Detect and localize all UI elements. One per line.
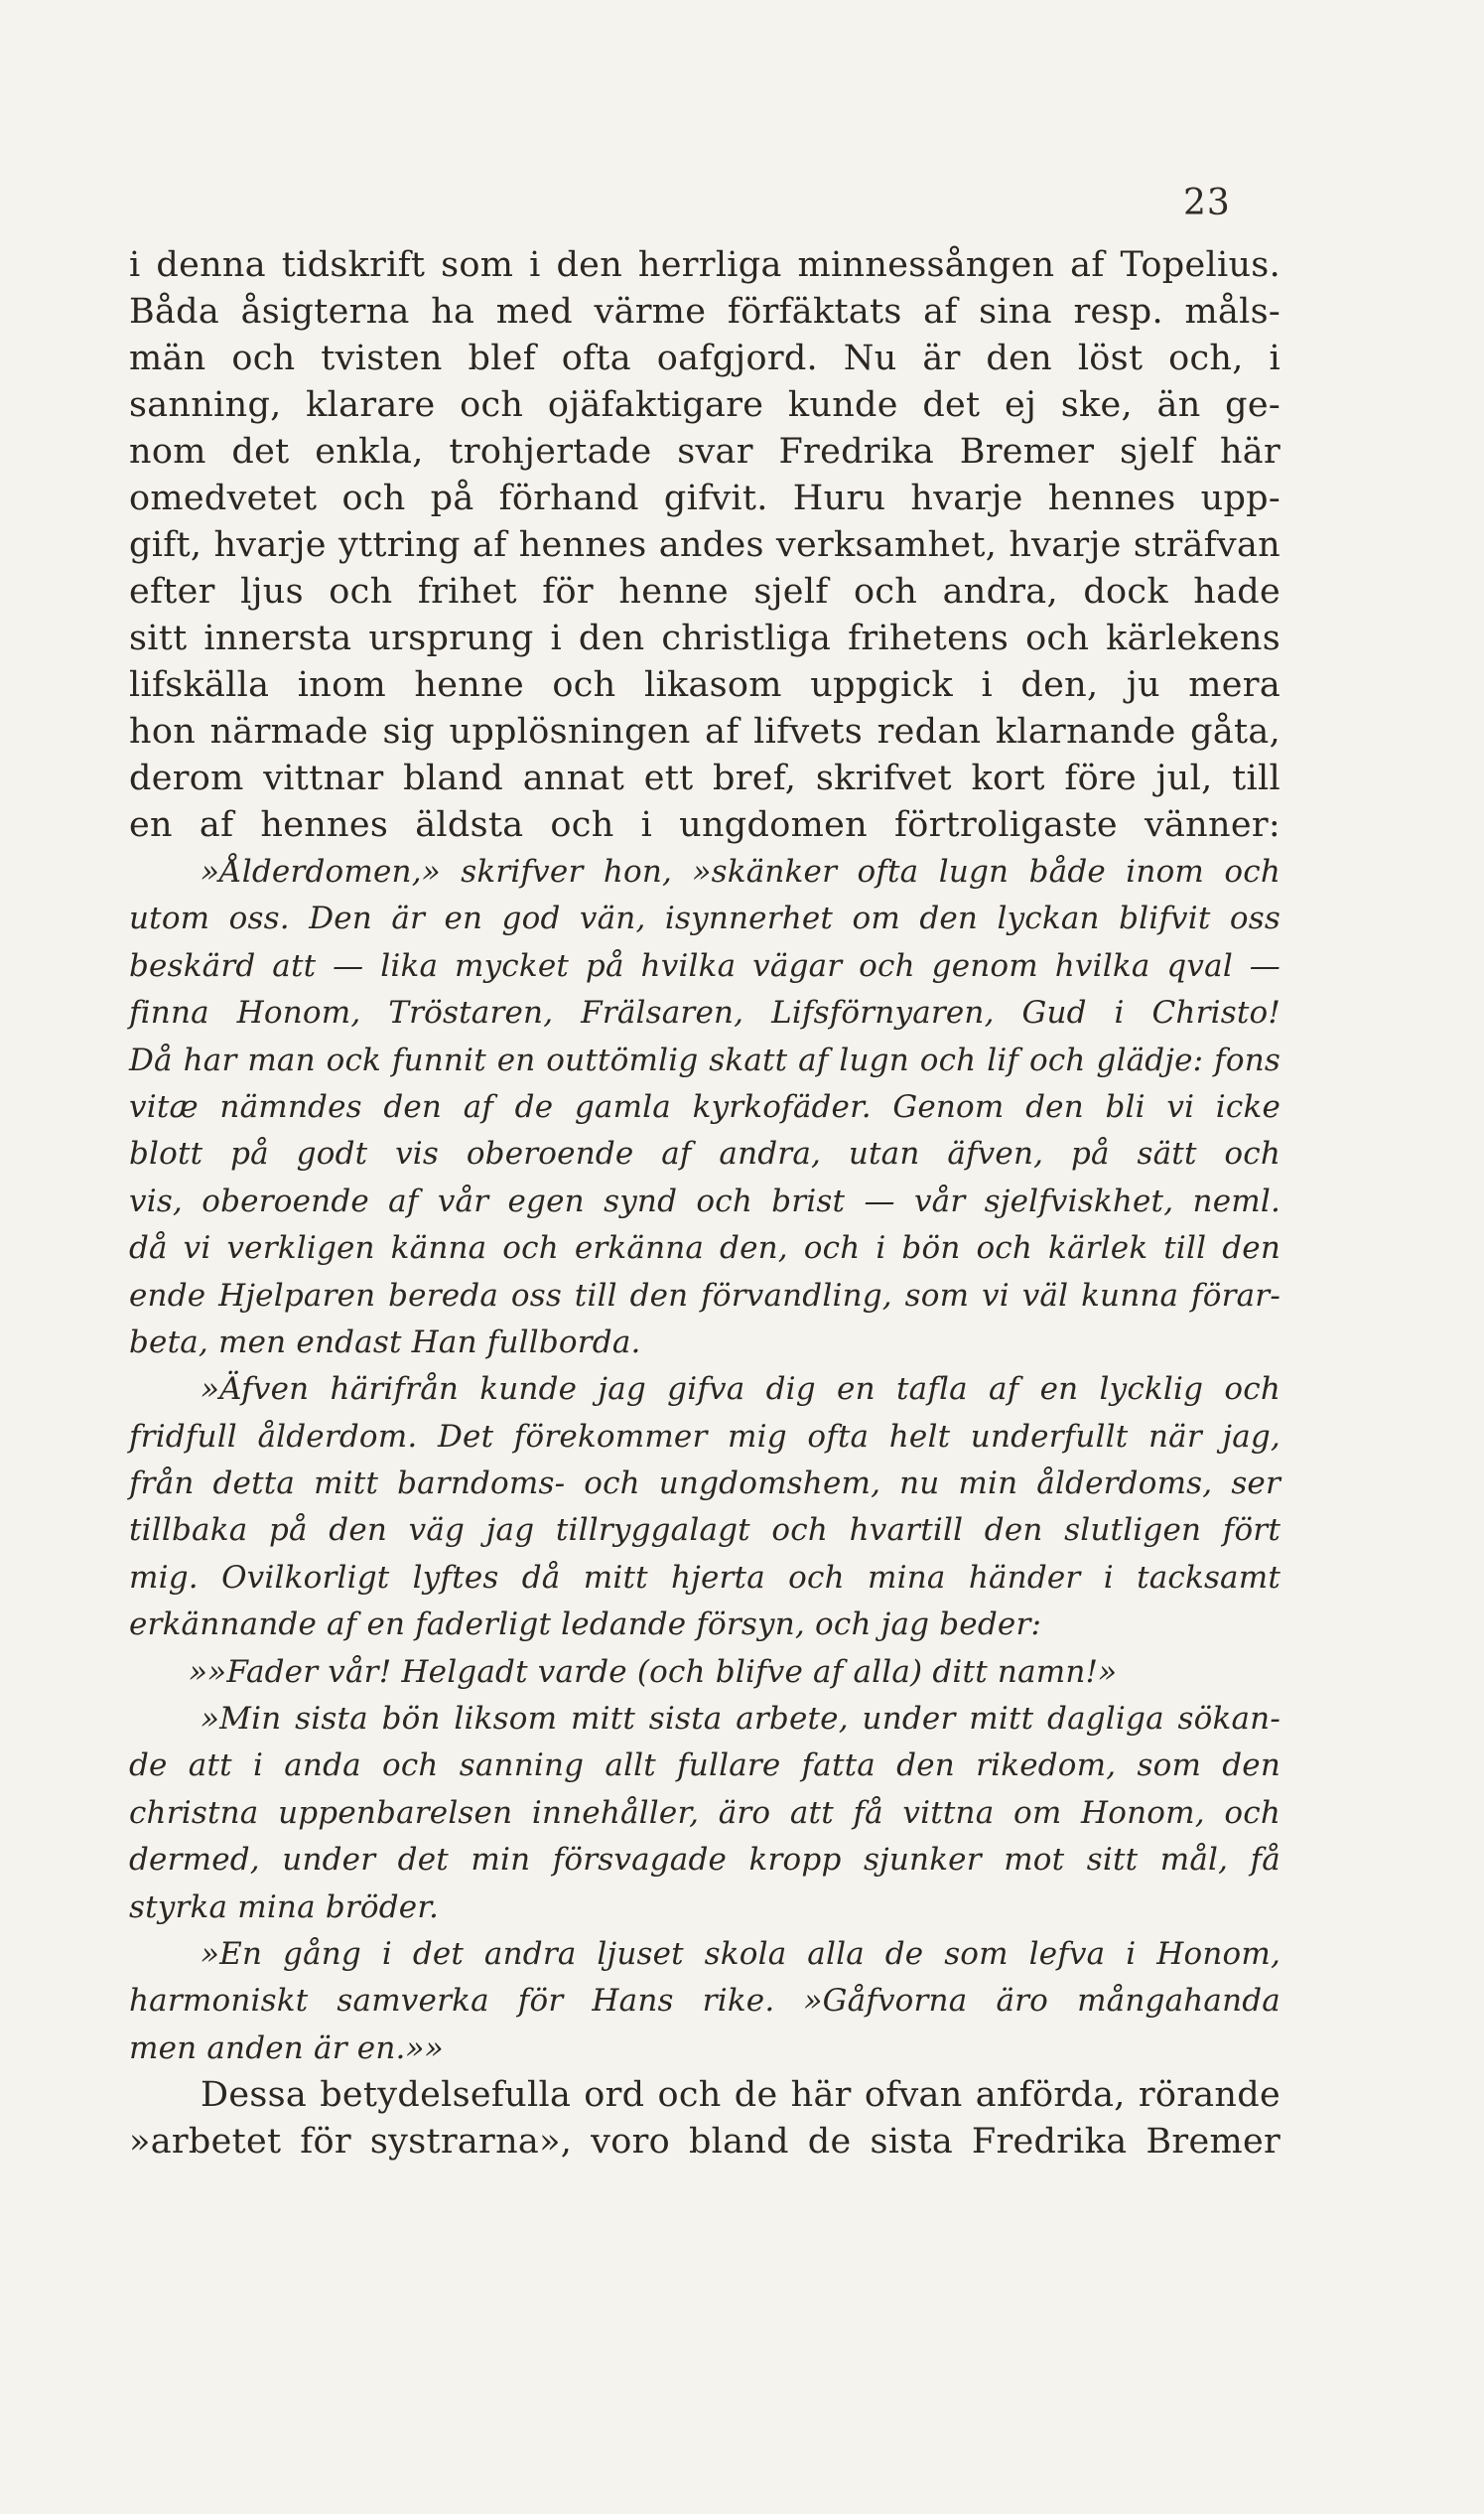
quote-line: »En gång i det andra ljuset skola alla de som lefva i Honom, xyxy=(201,1935,1281,1972)
text-line: en af hennes äldsta och i ungdomen förtroligaste vänner: xyxy=(129,805,1281,845)
quote-line: »Äfven härifrån kunde jag gifva dig en tafla af en lycklig och xyxy=(201,1371,1281,1408)
text-line: Dessa betydelsefulla ord och de här ofvan anförda, rörande xyxy=(201,2075,1281,2116)
text-line: sanning, klarare och ojäfaktigare kunde det ej ske, än ge- xyxy=(129,385,1281,425)
quote-paragraph-5 xyxy=(129,1931,1281,2072)
quote-line: tillbaka på den väg jag tillryggalagt och hvartill den slutligen fört xyxy=(129,1512,1281,1549)
quote-paragraph-1 xyxy=(129,849,1281,1366)
quote-line: vitæ nämndes den af de gamla kyrkofäder. Genom den bli vi icke xyxy=(129,1088,1281,1125)
quote-line: från detta mitt barndoms- och ungdomshem, nu min ålderdoms, ser xyxy=(129,1466,1281,1502)
quote-line: »Ålderdomen,» skrifver hon, »skänker ofta lugn både inom och xyxy=(201,854,1281,890)
quote-line: ende Hjelparen bereda oss till den förvandling, som vi väl kunna förar- xyxy=(129,1277,1281,1314)
quote-line: »»Fader vår! Helgadt varde (och blifve af alla) ditt namn!» xyxy=(189,1653,1118,1690)
text-line: omedvetet och på förhand gifvit. Huru hvarje hennes upp- xyxy=(129,479,1281,518)
text-line: i denna tidskrift som i den herrliga minnessången af Topelius. xyxy=(129,245,1281,285)
paragraph-2 xyxy=(129,2072,1281,2165)
quote-line: då vi verkligen känna och erkänna den, och i bön och kärlek till den xyxy=(129,1230,1281,1267)
quote-line: dermed, under det min försvagade kropp sjunker mot sitt mål, få xyxy=(129,1842,1281,1879)
text-line: Båda åsigterna ha med värme förfäktats af sina resp. måls- xyxy=(129,292,1281,332)
page-number: 23 xyxy=(1183,183,1231,223)
quote-line: utom oss. Den är en god vän, isynnerhet om den lyckan blifvit oss xyxy=(129,901,1281,937)
text-line: »arbetet för systrarna», voro bland de sista Fredrika Bremer xyxy=(129,2122,1281,2163)
quote-line: »Min sista bön liksom mitt sista arbete, under mitt dagliga sökan- xyxy=(201,1701,1281,1738)
quote-line: men anden är en.»» xyxy=(129,2029,444,2066)
quote-line: mig. Ovilkorligt lyftes då mitt hjerta och mina händer i tacksamt xyxy=(129,1559,1281,1596)
quote-line: beskärd att — lika mycket på hvilka vägar och genom hvilka qval — xyxy=(129,947,1281,984)
quote-line: harmoniskt samverka för Hans rike. »Gåfvorna äro mångahanda xyxy=(129,1983,1281,2020)
quote-paragraph-4 xyxy=(129,1696,1281,1931)
quote-line: blott på godt vis oberoende af andra, utan äfven, på sätt och xyxy=(129,1136,1281,1173)
text-line: derom vittnar bland annat ett bref, skrifvet kort före jul, till xyxy=(129,759,1281,798)
quote-line: de att i anda och sanning allt fullare fatta den rikedom, som den xyxy=(129,1747,1281,1784)
quote-line: christna uppenbarelsen innehåller, äro att få vittna om Honom, och xyxy=(129,1794,1281,1831)
quote-line: Då har man ock funnit en outtömlig skatt af lugn och lif och glädje: fons xyxy=(129,1042,1281,1078)
quote-line: erkännande af en faderligt ledande försyn, och jag beder: xyxy=(129,1606,1042,1643)
quote-paragraph-3 xyxy=(129,1649,1281,1696)
text-line: män och tvisten blef ofta oafgjord. Nu är den löst och, i xyxy=(129,339,1281,378)
text-block xyxy=(129,242,1281,2165)
text-line: lifskälla inom henne och likasom uppgick i den, ju mera xyxy=(129,665,1281,705)
quote-line: fridfull ålderdom. Det förekommer mig ofta helt underfullt när jag, xyxy=(129,1418,1281,1455)
quote-paragraph-2 xyxy=(129,1366,1281,1648)
quote-line: vis, oberoende af vår egen synd och brist — vår sjelfviskhet, neml. xyxy=(129,1183,1281,1219)
quote-line: beta, men endast Han fullborda. xyxy=(129,1324,641,1360)
quote-line: styrka mina bröder. xyxy=(129,1888,440,1925)
paragraph-1 xyxy=(129,242,1281,849)
text-line: efter ljus och frihet för henne sjelf och andra, dock hade xyxy=(129,572,1281,612)
quote-line: finna Honom, Tröstaren, Frälsaren, Lifsförnyaren, Gud i Christo! xyxy=(129,995,1281,1032)
text-line: nom det enkla, trohjertade svar Fredrika Bremer sjelf här xyxy=(129,432,1281,472)
text-line: sitt innersta ursprung i den christliga frihetens och kärlekens xyxy=(129,619,1281,658)
text-line: hon närmade sig upplösningen af lifvets redan klarnande gåta, xyxy=(129,712,1281,752)
text-line: gift, hvarje yttring af hennes andes verksamhet, hvarje sträfvan xyxy=(129,525,1281,565)
